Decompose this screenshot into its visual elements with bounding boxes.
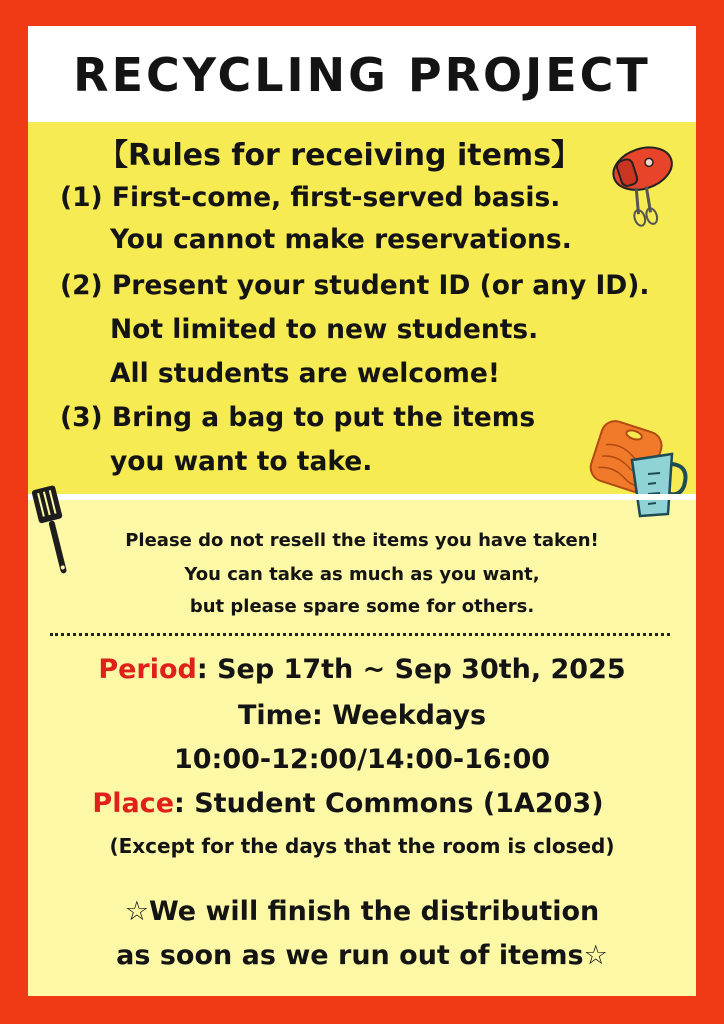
rule-2: (2) Present your student ID (or any ID).: [60, 270, 650, 301]
rule-3-detail: you want to take.: [110, 446, 373, 477]
closing-line-2: as soon as we run out of items☆: [116, 940, 608, 971]
period-label: Period: [98, 654, 197, 685]
place-label: Place: [92, 788, 175, 819]
period-value: : Sep 17th ~ Sep 30th, 2025: [196, 654, 626, 685]
note-spare-some: but please spare some for others.: [189, 596, 535, 617]
rules-heading: 【Rules for receiving items】: [98, 138, 582, 173]
period-line: [28, 654, 696, 685]
rules-panel: [28, 122, 696, 494]
hours-line: 10:00-12:00/14:00-16:00: [173, 744, 551, 775]
place-line: [28, 788, 682, 819]
dotted-divider: [50, 633, 670, 636]
exception-note: (Except for the days that the room is closed): [109, 834, 615, 858]
place-value: : Student Commons (1A203): [174, 788, 604, 819]
rule-3: (3) Bring a bag to put the items: [60, 402, 536, 433]
measuring-cup-icon: [628, 446, 692, 520]
rule-1: (1) First-come, first-served basis.: [60, 182, 561, 213]
hand-mixer-icon: [594, 140, 686, 228]
note-take-freely: You can take as much as you want,: [184, 564, 540, 585]
section-divider: [28, 494, 696, 500]
rule-1-detail: You cannot make reservations.: [110, 224, 572, 255]
closing-line-1: ☆We will finish the distribution: [124, 896, 600, 927]
time-line: Time: Weekdays: [237, 700, 487, 731]
title-band: [28, 26, 696, 122]
note-no-resell: Please do not resell the items you have taken!: [125, 530, 599, 551]
rule-2-detail-b: All students are welcome!: [110, 358, 500, 389]
page-title: RECYCLING PROJECT: [73, 48, 651, 102]
flyer: [28, 26, 696, 996]
rule-2-detail-a: Not limited to new students.: [110, 314, 539, 345]
